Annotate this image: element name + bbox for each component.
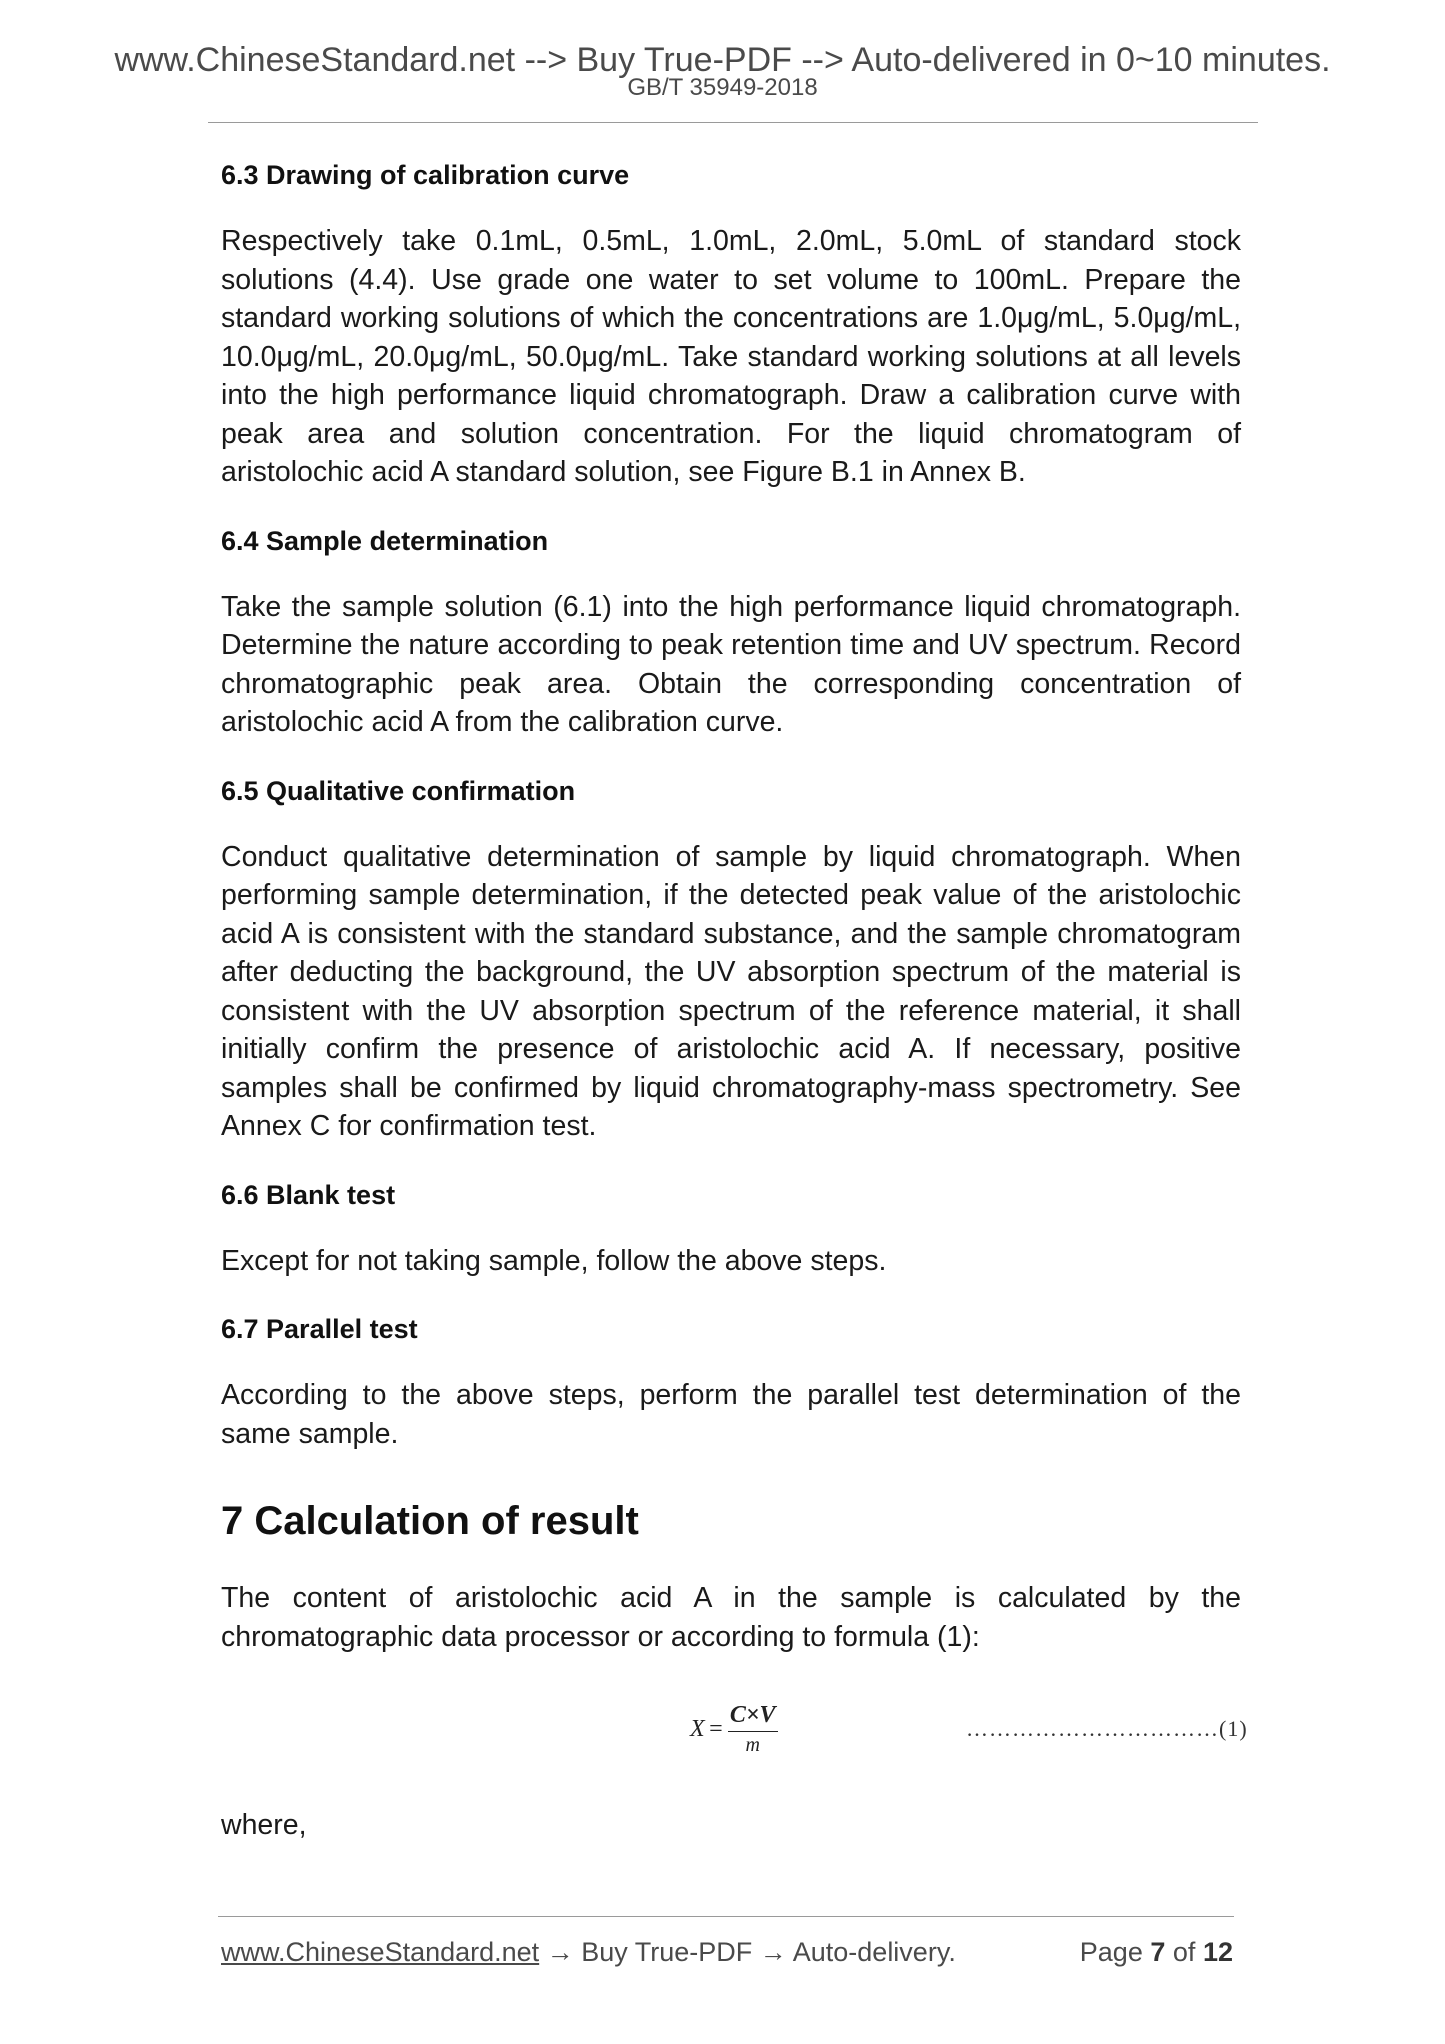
paragraph-7: The content of aristolochic acid A in the sample is calculated by the chromatographic data processor or according to formula (1): [221, 1582, 1241, 1653]
site-banner: www.ChineseStandard.net --> Buy True-PDF --> Auto-delivered in 0~10 minutes. [114, 41, 1331, 79]
heading-6-5: 6.5 Qualitative confirmation [221, 775, 576, 806]
formula-numerator: C×V [728, 1702, 778, 1732]
page-total: 12 [1202, 1937, 1233, 1967]
formula-lhs: X [690, 1716, 705, 1742]
formula-denominator: m [745, 1734, 760, 1756]
page-word: Page [1079, 1937, 1143, 1967]
heading-6-7: 6.7 Parallel test [221, 1314, 418, 1344]
paragraph-6-6: Except for not taking sample, follow the above steps. [221, 1244, 887, 1277]
paragraph-6-3: Respectively take 0.1mL, 0.5mL, 1.0mL, 2.0mL, 5.0mL of standard stock solutions (4.4). Use grade one water to set volume to 100mL. Prepare the standard working solutions of which the concentrations are 1.0μg/mL, 5.0μg/mL, 10.0μg/mL, 20.0μg/mL, 50.0μg/mL. Take standard working solutions at all levels into the high performance liquid chromatograph. Draw a calibration curve with peak area and solution concentration. For the liquid chromatogram of aristolochic acid A standard solution, see Figure B.1 in Annex B. [221, 225, 1241, 488]
heading-6-3: 6.3 Drawing of calibration curve [221, 160, 630, 190]
paragraph-6-5: Conduct qualitative determination of sample by liquid chromatograph. When performing sample determination, if the detected peak value of the aristolochic acid A is consistent with the standard substance, and the sample chromatogram after deducting the background, the UV absorption spectrum of the material is consistent with the UV absorption spectrum of the reference material, it shall initially confirm the presence of aristolochic acid A. If necessary, positive samples shall be confirmed by liquid chromatography-mass spectrometry. See Annex C for confirmation test. [221, 840, 1241, 1142]
page-footer [221, 1934, 1233, 1970]
footer-tail: → Buy True-PDF → Auto-delivery. [539, 1937, 956, 1967]
heading-6-6: 6.6 Blank test [221, 1179, 396, 1210]
header-divider [208, 122, 1258, 123]
footer-divider [218, 1916, 1234, 1917]
page-indicator [1080, 1934, 1233, 1970]
formula-equals: = [707, 1716, 724, 1742]
formula-expression [690, 1702, 778, 1757]
paragraph-6-4: Take the sample solution (6.1) into the high performance liquid chromatograph. Determine the nature according to peak retention time and UV spectrum. Record chromatographic peak area. Obtain the corresponding concentration of aristolochic acid A from the calibration curve. [221, 590, 1241, 738]
site-link[interactable]: www.ChineseStandard.net [221, 1937, 540, 1967]
page-of: of [1172, 1937, 1196, 1967]
document-body [221, 156, 1241, 1656]
where-label: where, [221, 1809, 307, 1841]
page-number: 7 [1150, 1937, 1166, 1967]
heading-7: 7 Calculation of result [221, 1499, 639, 1543]
heading-6-4: 6.4 Sample determination [221, 525, 549, 556]
formula-number: ……………………………(1) [966, 1716, 1248, 1741]
standard-code: GB/T 35949-2018 [627, 74, 818, 101]
paragraph-6-7: According to the above steps, perform the parallel test determination of the same sample. [221, 1379, 1241, 1450]
formula-fraction [728, 1702, 778, 1757]
formula-1 [0, 1702, 1445, 1772]
